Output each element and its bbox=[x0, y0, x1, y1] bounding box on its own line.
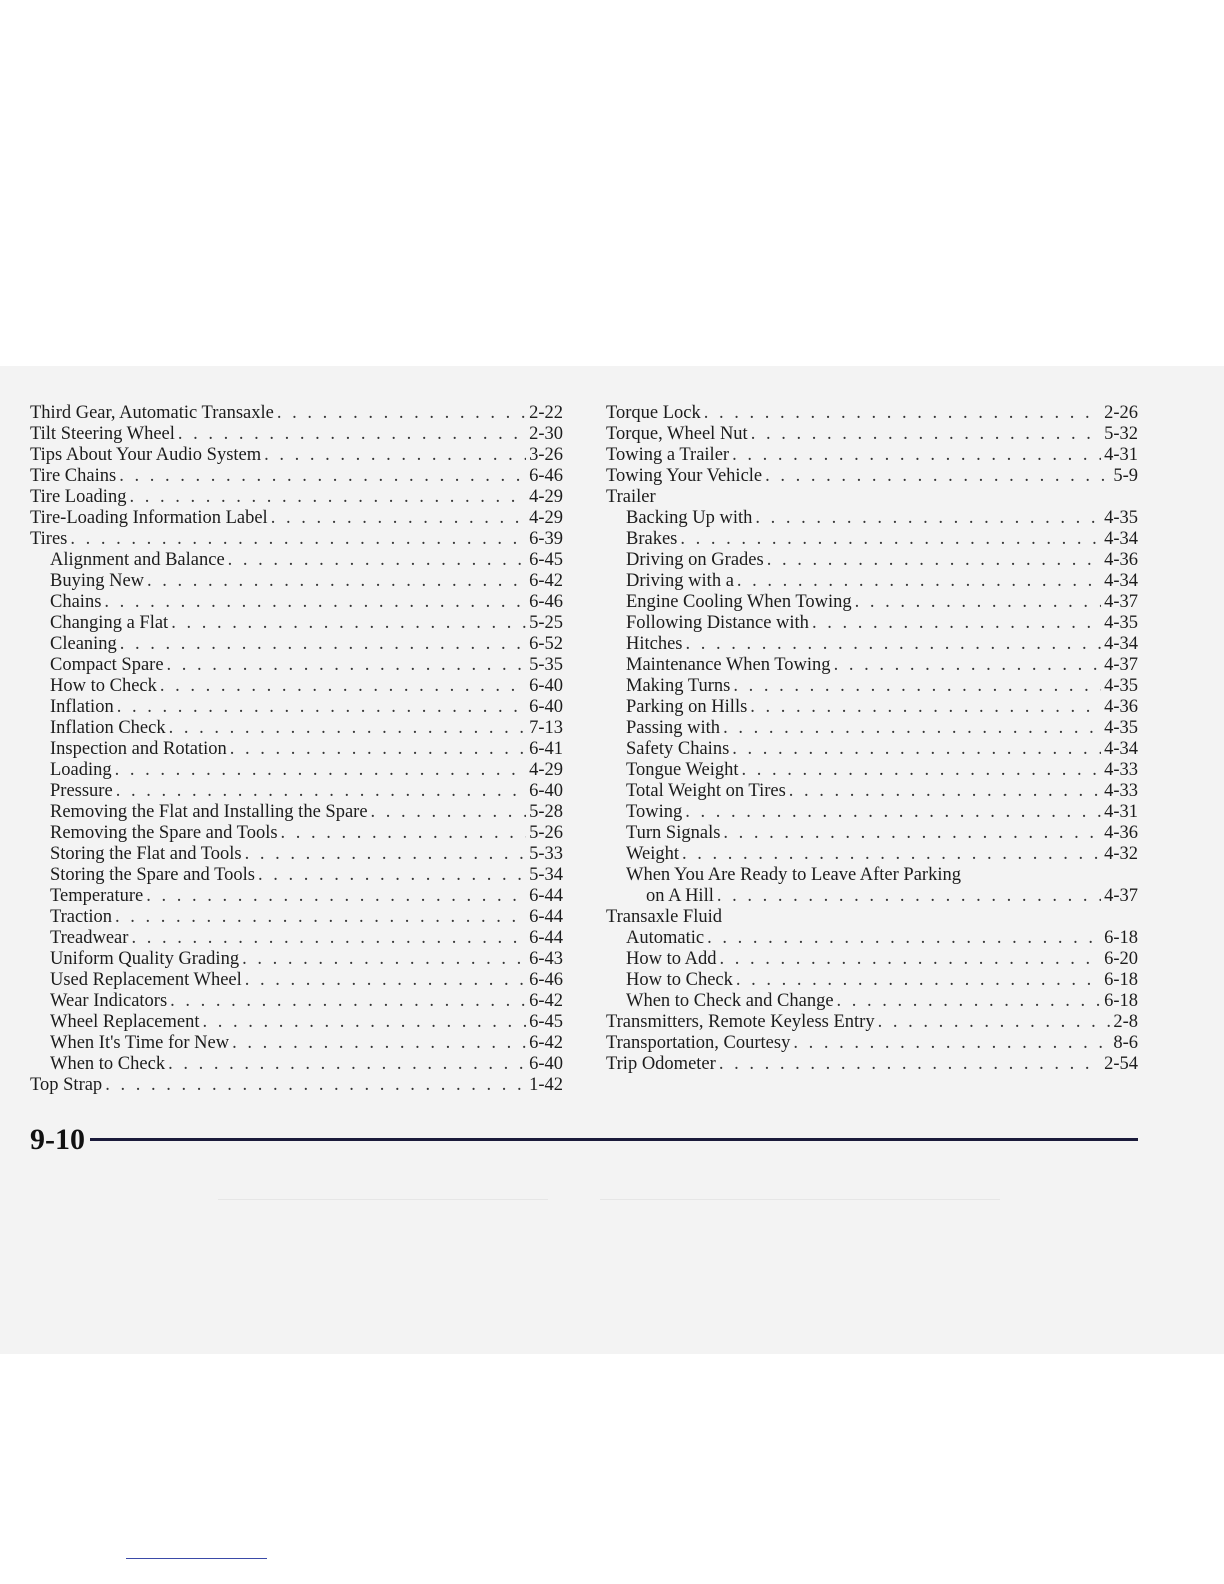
dot-leader bbox=[146, 886, 526, 907]
index-page-ref: 4-31 bbox=[1104, 802, 1138, 822]
dot-leader bbox=[837, 991, 1102, 1012]
index-page-ref: 4-37 bbox=[1104, 655, 1138, 675]
index-page-ref: 6-45 bbox=[529, 550, 563, 570]
index-term: Trip Odometer bbox=[606, 1054, 716, 1074]
index-term: When to Check bbox=[50, 1054, 166, 1074]
index-term: Uniform Quality Grading bbox=[50, 949, 240, 969]
index-term: Towing Your Vehicle bbox=[606, 466, 763, 486]
index-column-left bbox=[30, 403, 563, 1096]
index-entry bbox=[606, 949, 1138, 970]
dot-leader bbox=[271, 508, 526, 529]
dot-leader bbox=[834, 655, 1102, 676]
index-entry bbox=[30, 634, 563, 655]
index-term: Storing the Spare and Tools bbox=[50, 865, 255, 885]
index-entry bbox=[30, 718, 563, 739]
dot-leader bbox=[680, 529, 1101, 550]
index-term: Tires bbox=[30, 529, 68, 549]
index-entry bbox=[606, 466, 1138, 487]
dot-leader bbox=[878, 1012, 1111, 1033]
dot-leader bbox=[723, 718, 1101, 739]
index-entry bbox=[606, 781, 1138, 802]
index-entry bbox=[30, 487, 563, 508]
index-entry bbox=[606, 676, 1138, 697]
dot-leader bbox=[733, 676, 1101, 697]
index-term: Compact Spare bbox=[50, 655, 164, 675]
index-page-ref: 2-54 bbox=[1104, 1054, 1138, 1074]
index-page-ref: 5-34 bbox=[529, 865, 563, 885]
index-entry bbox=[606, 1033, 1138, 1054]
dot-leader bbox=[751, 424, 1101, 445]
index-term: Used Replacement Wheel bbox=[50, 970, 242, 990]
index-term: Chains bbox=[50, 592, 102, 612]
dot-leader bbox=[755, 508, 1101, 529]
index-term: Torque Lock bbox=[606, 403, 701, 423]
index-term: Brakes bbox=[626, 529, 678, 549]
index-term: When It's Time for New bbox=[50, 1033, 230, 1053]
dot-leader bbox=[277, 403, 526, 424]
index-page-ref: 4-36 bbox=[1104, 550, 1138, 570]
index-page-ref: 4-34 bbox=[1104, 571, 1138, 591]
index-page-ref: 6-40 bbox=[529, 1054, 563, 1074]
dot-leader bbox=[719, 949, 1101, 970]
index-term: Driving on Grades bbox=[626, 550, 764, 570]
dot-leader bbox=[202, 1012, 526, 1033]
index-entry bbox=[30, 949, 563, 970]
dot-leader bbox=[167, 655, 527, 676]
index-term: Inspection and Rotation bbox=[50, 739, 227, 759]
index-entry bbox=[30, 571, 563, 592]
index-term: Parking on Hills bbox=[626, 697, 748, 717]
index-term: When to Check and Change bbox=[626, 991, 834, 1011]
index-entry bbox=[30, 550, 563, 571]
dot-leader bbox=[736, 970, 1101, 991]
index-page-ref: 6-43 bbox=[529, 949, 563, 969]
index-entry bbox=[606, 844, 1138, 865]
index-page-ref: 6-46 bbox=[529, 970, 563, 990]
index-entry bbox=[30, 991, 563, 1012]
dot-leader bbox=[245, 844, 526, 865]
index-term: Passing with bbox=[626, 718, 721, 738]
index-term: Inflation bbox=[50, 697, 114, 717]
index-term: How to Add bbox=[626, 949, 717, 969]
index-page-ref: 6-44 bbox=[529, 928, 563, 948]
index-entry bbox=[30, 1075, 563, 1096]
index-page-ref: 6-20 bbox=[1104, 949, 1138, 969]
index-entry bbox=[606, 655, 1138, 676]
index-entry bbox=[30, 886, 563, 907]
index-entry bbox=[606, 487, 1138, 508]
index-page-ref: 4-35 bbox=[1104, 676, 1138, 696]
index-entry bbox=[30, 592, 563, 613]
index-page-ref: 4-36 bbox=[1104, 697, 1138, 717]
index-page-ref: 1-42 bbox=[529, 1075, 563, 1095]
index-term: Towing a Trailer bbox=[606, 445, 730, 465]
dot-leader bbox=[812, 613, 1101, 634]
index-term: Trailer bbox=[606, 487, 656, 507]
index-page-ref: 4-32 bbox=[1104, 844, 1138, 864]
dot-leader bbox=[371, 802, 527, 823]
index-term: Third Gear, Automatic Transaxle bbox=[30, 403, 274, 423]
index-entry bbox=[606, 613, 1138, 634]
index-term: Total Weight on Tires bbox=[626, 781, 786, 801]
index-entry bbox=[606, 1012, 1138, 1033]
dot-leader bbox=[115, 907, 526, 928]
index-page-ref: 8-6 bbox=[1113, 1033, 1138, 1053]
index-term: Inflation Check bbox=[50, 718, 166, 738]
dot-leader bbox=[750, 697, 1101, 718]
index-term: Storing the Flat and Tools bbox=[50, 844, 242, 864]
index-entry bbox=[606, 739, 1138, 760]
dot-leader bbox=[704, 403, 1101, 424]
index-term: Weight bbox=[626, 844, 679, 864]
dot-leader bbox=[258, 865, 526, 886]
dot-leader bbox=[168, 1054, 526, 1075]
index-entry bbox=[606, 865, 1138, 886]
index-page-ref: 6-39 bbox=[529, 529, 563, 549]
index-page-ref: 6-40 bbox=[529, 781, 563, 801]
dot-leader bbox=[767, 550, 1101, 571]
index-entry bbox=[30, 445, 563, 466]
footer-rule bbox=[90, 1138, 1138, 1141]
dot-leader bbox=[178, 424, 526, 445]
index-page-ref: 6-18 bbox=[1104, 928, 1138, 948]
index-page-ref: 4-34 bbox=[1104, 529, 1138, 549]
index-page-ref: 4-33 bbox=[1104, 781, 1138, 801]
dot-leader bbox=[719, 1054, 1101, 1075]
index-page-ref: 6-42 bbox=[529, 571, 563, 591]
index-entry bbox=[30, 508, 563, 529]
dot-leader bbox=[104, 592, 526, 613]
index-page-ref: 3-26 bbox=[529, 445, 563, 465]
index-entry bbox=[606, 508, 1138, 529]
index-entry bbox=[606, 697, 1138, 718]
index-entry bbox=[606, 445, 1138, 466]
index-entry bbox=[30, 802, 563, 823]
index-entry bbox=[606, 886, 1138, 907]
index-term: Top Strap bbox=[30, 1075, 103, 1095]
index-entry bbox=[30, 907, 563, 928]
dot-leader bbox=[160, 676, 526, 697]
index-term: Tire Chains bbox=[30, 466, 117, 486]
index-page-ref: 5-33 bbox=[529, 844, 563, 864]
index-page-ref: 6-18 bbox=[1104, 970, 1138, 990]
index-page-ref: 6-52 bbox=[529, 634, 563, 654]
dot-leader bbox=[732, 445, 1101, 466]
index-entry bbox=[30, 1054, 563, 1075]
dot-leader bbox=[793, 1033, 1110, 1054]
dot-leader bbox=[119, 466, 526, 487]
index-page-ref: 6-44 bbox=[529, 886, 563, 906]
dot-leader bbox=[765, 466, 1110, 487]
index-term: Backing Up with bbox=[626, 508, 753, 528]
index-entry bbox=[30, 697, 563, 718]
index-term: Hitches bbox=[626, 634, 683, 654]
index-page-ref: 2-30 bbox=[529, 424, 563, 444]
index-entry bbox=[30, 424, 563, 445]
index-entry bbox=[606, 529, 1138, 550]
index-term: Tilt Steering Wheel bbox=[30, 424, 175, 444]
index-page-ref: 2-26 bbox=[1104, 403, 1138, 423]
index-page-ref: 4-37 bbox=[1104, 592, 1138, 612]
index-page-ref: 5-9 bbox=[1113, 466, 1138, 486]
index-term: Tips About Your Audio System bbox=[30, 445, 262, 465]
index-page-ref: 4-29 bbox=[529, 760, 563, 780]
index-page-ref: 4-33 bbox=[1104, 760, 1138, 780]
index-entry bbox=[30, 466, 563, 487]
index-entry bbox=[606, 718, 1138, 739]
index-page-ref: 6-46 bbox=[529, 466, 563, 486]
index-page-ref: 4-34 bbox=[1104, 739, 1138, 759]
dot-leader bbox=[169, 718, 526, 739]
index-entry bbox=[30, 739, 563, 760]
index-term: How to Check bbox=[626, 970, 733, 990]
dot-leader bbox=[129, 487, 526, 508]
index-entry bbox=[606, 823, 1138, 844]
dot-leader bbox=[723, 823, 1101, 844]
index-term: Wear Indicators bbox=[50, 991, 168, 1011]
index-term: Transmitters, Remote Keyless Entry bbox=[606, 1012, 875, 1032]
index-page-ref: 5-26 bbox=[529, 823, 563, 843]
dot-leader bbox=[230, 739, 526, 760]
index-page-ref: 6-40 bbox=[529, 676, 563, 696]
divider bbox=[600, 1199, 1000, 1200]
index-term: Safety Chains bbox=[626, 739, 730, 759]
index-page-ref: 4-35 bbox=[1104, 613, 1138, 633]
index-entry bbox=[606, 928, 1138, 949]
dot-leader bbox=[686, 634, 1102, 655]
dot-leader bbox=[131, 928, 526, 949]
index-term: Maintenance When Towing bbox=[626, 655, 831, 675]
dot-leader bbox=[682, 844, 1101, 865]
index-entry bbox=[30, 865, 563, 886]
dot-leader bbox=[707, 928, 1101, 949]
index-entry bbox=[606, 592, 1138, 613]
index-page-ref: 6-42 bbox=[529, 991, 563, 1011]
dot-leader bbox=[741, 760, 1101, 781]
index-term: Following Distance with bbox=[626, 613, 809, 633]
index-page-ref: 4-31 bbox=[1104, 445, 1138, 465]
index-entry bbox=[606, 907, 1138, 928]
dot-leader bbox=[245, 970, 526, 991]
index-column-right bbox=[606, 403, 1138, 1075]
index-entry bbox=[30, 1033, 563, 1054]
dot-leader bbox=[115, 760, 526, 781]
dot-leader bbox=[264, 445, 526, 466]
dot-leader bbox=[116, 781, 526, 802]
index-page-ref: 6-40 bbox=[529, 697, 563, 717]
dot-leader bbox=[732, 739, 1101, 760]
index-page-ref: 7-13 bbox=[529, 718, 563, 738]
index-entry bbox=[606, 550, 1138, 571]
index-term: Engine Cooling When Towing bbox=[626, 592, 852, 612]
dot-leader bbox=[147, 571, 526, 592]
index-page-ref: 5-32 bbox=[1104, 424, 1138, 444]
page-number: 9-10 bbox=[30, 1123, 85, 1156]
index-term: Loading bbox=[50, 760, 112, 780]
index-term: Tire-Loading Information Label bbox=[30, 508, 268, 528]
index-entry bbox=[606, 571, 1138, 592]
dot-leader bbox=[228, 550, 526, 571]
index-entry bbox=[606, 424, 1138, 445]
dot-leader bbox=[737, 571, 1101, 592]
index-entry bbox=[30, 823, 563, 844]
index-entry bbox=[606, 403, 1138, 424]
link-underline[interactable] bbox=[126, 1558, 267, 1559]
index-term: Pressure bbox=[50, 781, 113, 801]
index-page-ref: 4-37 bbox=[1104, 886, 1138, 906]
dot-leader bbox=[855, 592, 1101, 613]
index-term: Tire Loading bbox=[30, 487, 127, 507]
index-entry bbox=[606, 634, 1138, 655]
index-term: Treadwear bbox=[50, 928, 129, 948]
index-entry bbox=[30, 676, 563, 697]
dot-leader bbox=[789, 781, 1101, 802]
index-term: Traction bbox=[50, 907, 113, 927]
index-term: How to Check bbox=[50, 676, 157, 696]
index-entry bbox=[606, 991, 1138, 1012]
index-page-ref: 4-36 bbox=[1104, 823, 1138, 843]
index-term: Towing bbox=[626, 802, 683, 822]
index-page-ref: 4-29 bbox=[529, 508, 563, 528]
index-entry bbox=[30, 970, 563, 991]
index-page-ref: 4-34 bbox=[1104, 634, 1138, 654]
index-term: When You Are Ready to Leave After Parking bbox=[626, 865, 961, 885]
index-entry bbox=[30, 403, 563, 424]
index-entry bbox=[30, 928, 563, 949]
index-entry bbox=[606, 1054, 1138, 1075]
index-term: Removing the Flat and Installing the Spare bbox=[50, 802, 368, 822]
index-entry bbox=[606, 802, 1138, 823]
index-page-ref: 2-22 bbox=[529, 403, 563, 423]
index-entry bbox=[606, 760, 1138, 781]
index-page-ref: 5-25 bbox=[529, 613, 563, 633]
dot-leader bbox=[120, 634, 526, 655]
index-page-ref: 2-8 bbox=[1113, 1012, 1138, 1032]
index-page-ref: 5-35 bbox=[529, 655, 563, 675]
index-page-ref: 6-42 bbox=[529, 1033, 563, 1053]
index-entry bbox=[30, 760, 563, 781]
index-entry bbox=[30, 1012, 563, 1033]
dot-leader bbox=[105, 1075, 526, 1096]
index-entry bbox=[30, 613, 563, 634]
index-page-ref: 6-18 bbox=[1104, 991, 1138, 1011]
index-page-ref: 6-41 bbox=[529, 739, 563, 759]
dot-leader bbox=[117, 697, 526, 718]
index-page-ref: 4-35 bbox=[1104, 508, 1138, 528]
index-page-ref: 6-44 bbox=[529, 907, 563, 927]
index-page-ref: 5-28 bbox=[529, 802, 563, 822]
index-entry bbox=[30, 781, 563, 802]
dot-leader bbox=[170, 991, 526, 1012]
dot-leader bbox=[242, 949, 526, 970]
index-term: Torque, Wheel Nut bbox=[606, 424, 748, 444]
index-term: Changing a Flat bbox=[50, 613, 169, 633]
dot-leader bbox=[717, 886, 1101, 907]
index-term: Transportation, Courtesy bbox=[606, 1033, 791, 1053]
page-footer bbox=[30, 1122, 1138, 1158]
index-entry bbox=[30, 655, 563, 676]
index-term: Automatic bbox=[626, 928, 705, 948]
index-term: Driving with a bbox=[626, 571, 734, 591]
index-term: Turn Signals bbox=[626, 823, 721, 843]
index-term: on A Hill bbox=[646, 886, 714, 906]
index-term: Alignment and Balance bbox=[50, 550, 225, 570]
index-page-ref: 4-35 bbox=[1104, 718, 1138, 738]
index-entry bbox=[30, 844, 563, 865]
index-entry bbox=[30, 529, 563, 550]
dot-leader bbox=[232, 1033, 526, 1054]
dot-leader bbox=[281, 823, 527, 844]
index-page-ref: 6-45 bbox=[529, 1012, 563, 1032]
index-page-ref: 6-46 bbox=[529, 592, 563, 612]
index-term: Cleaning bbox=[50, 634, 117, 654]
index-term: Transaxle Fluid bbox=[606, 907, 722, 927]
index-term: Making Turns bbox=[626, 676, 731, 696]
index-term: Removing the Spare and Tools bbox=[50, 823, 278, 843]
dot-leader bbox=[685, 802, 1101, 823]
index-term: Temperature bbox=[50, 886, 144, 906]
divider bbox=[218, 1199, 548, 1200]
index-entry bbox=[606, 970, 1138, 991]
dot-leader bbox=[70, 529, 526, 550]
index-term: Buying New bbox=[50, 571, 145, 591]
index-term: Tongue Weight bbox=[626, 760, 739, 780]
dot-leader bbox=[171, 613, 526, 634]
index-term: Wheel Replacement bbox=[50, 1012, 200, 1032]
index-page-ref: 4-29 bbox=[529, 487, 563, 507]
